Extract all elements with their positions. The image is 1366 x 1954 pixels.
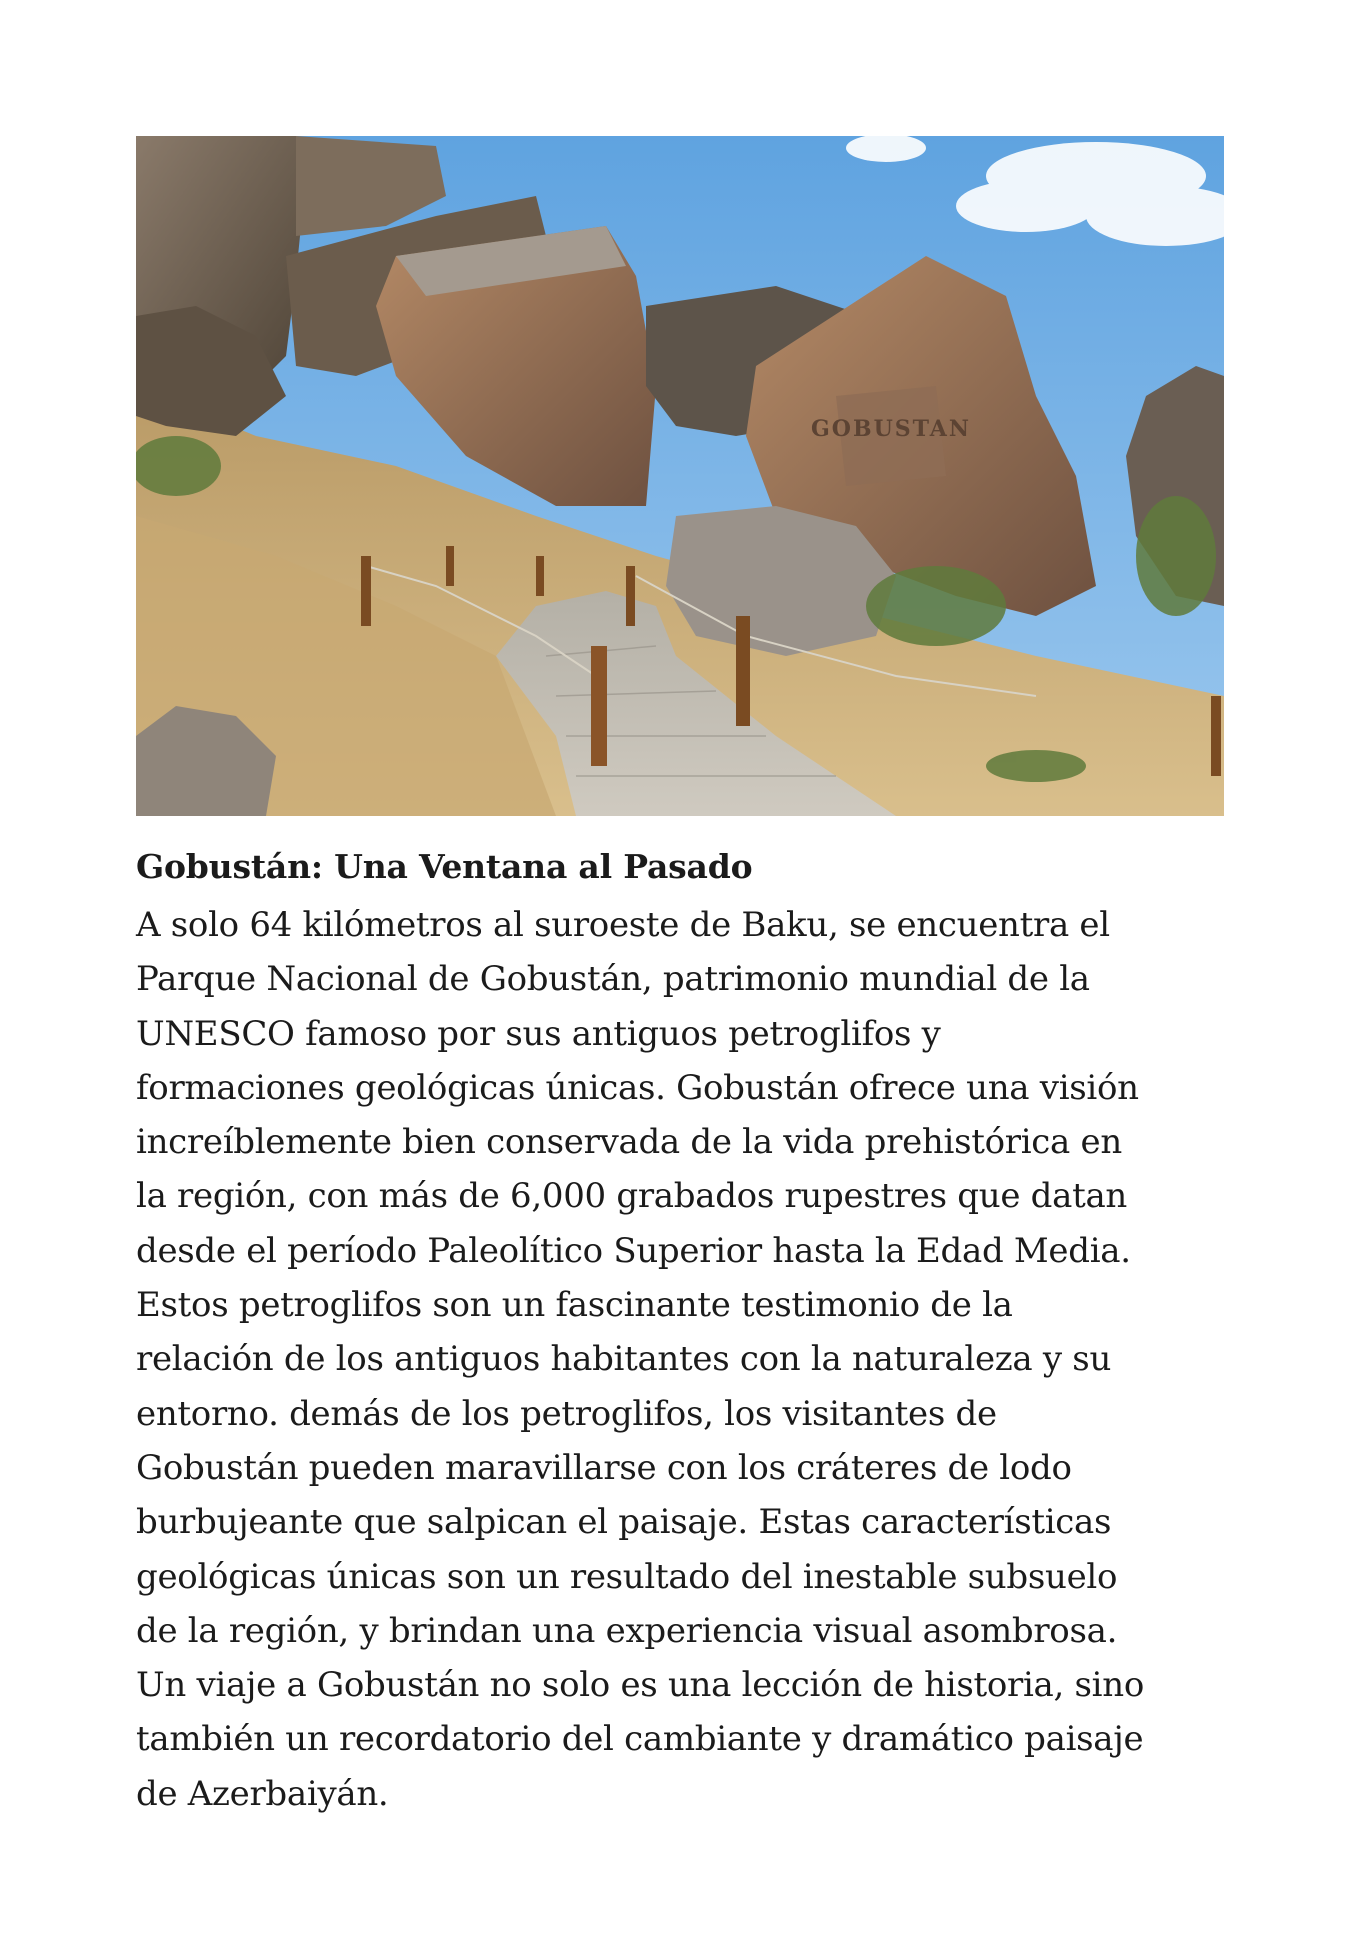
gobustan-landscape-photo [136,136,1224,816]
body-line: de la región, y brindan una experiencia visual asombrosa. [136,1610,1118,1651]
body-line: formaciones geológicas únicas. Gobustán ofrece una visión [136,1067,1139,1108]
body-line: Un viaje a Gobustán no solo es una lección de historia, sino [136,1665,1145,1706]
body-line: UNESCO famoso por sus antiguos petroglifos y [136,1013,941,1054]
body-line: entorno. demás de los petroglifos, los visitantes de [136,1393,997,1434]
body-line: de Azerbaiyán. [136,1773,389,1814]
body-line: desde el período Paleolítico Superior hasta la Edad Media. [136,1230,1131,1271]
article-body [136,898,1236,1821]
body-line: Gobustán pueden maravillarse con los cráteres de lodo [136,1447,1072,1488]
article-title: Gobustán: Una Ventana al Pasado [136,847,753,886]
carved-sign-text: GOBUSTAN [811,416,971,442]
body-line: Parque Nacional de Gobustán, patrimonio mundial de la [136,959,1090,1000]
body-line: burbujeante que salpican el paisaje. Estas características [136,1502,1112,1543]
body-line: también un recordatorio del cambiante y dramático paisaje [136,1719,1144,1760]
gobustan-landscape-illustration [136,136,1224,816]
body-line: relación de los antiguos habitantes con la naturaleza y su [136,1339,1112,1380]
body-line: la región, con más de 6,000 grabados rupestres que datan [136,1176,1128,1217]
body-line: geológicas únicas son un resultado del inestable subsuelo [136,1556,1118,1597]
body-line: Estos petroglifos son un fascinante testimonio de la [136,1285,1013,1326]
body-line: A solo 64 kilómetros al suroeste de Baku, se encuentra el [136,905,1110,945]
body-line: increíblemente bien conservada de la vida prehistórica en [136,1122,1122,1163]
